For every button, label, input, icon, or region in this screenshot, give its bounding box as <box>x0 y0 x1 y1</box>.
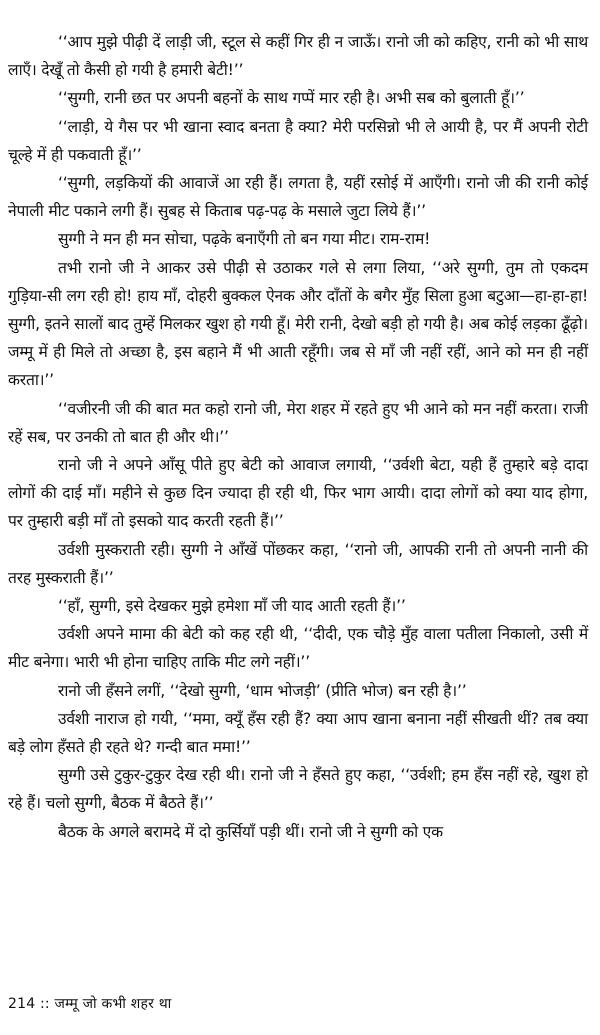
paragraph: ‘‘आप मुझे पीढ़ी दें लाड़ी जी, स्टूल से कहीं गिर ही न जाऊँ। रानो जी को कहिए, रानी को भी साथ लाएँ। देखूँ तो कैसी हो गयी है हमारी बेटी!’’ <box>8 33 588 80</box>
page-footer: 214 :: जम्मू जो कभी शहर था <box>8 996 172 1012</box>
paragraph: उर्वशी नाराज हो गयी, ‘‘ममा, क्यूँ हँस रही हैं? क्या आप खाना बनाना नहीं सीखती थीं? तब क्या बड़े लोग हँसते ही रहते थे? गन्दी बात ममा!’’ <box>8 709 588 757</box>
paragraph: ‘‘हाँ, सुग्गी, इसे देखकर मुझे हमेशा माँ जी याद आती रहती हैं।’’ <box>58 597 406 616</box>
body-text <box>8 28 588 846</box>
paragraph: रानो जी ने अपने आँसू पीते हुए बेटी को आवाज लगायी, ‘‘उर्वशी बेटा, यही हैं तुम्हारे बड़े दादा लोगों की दाई माँ। महीने से कुछ दिन ज्यादा ही रही थी, फिर भाग आयी। दादा लोगों को क्या याद होगा, पर तुम्हारी बड़ी माँ तो इसको याद करती रहती हैं।’’ <box>8 456 588 531</box>
paragraph: उर्वशी अपने मामा की बेटी को कह रही थी, ‘‘दीदी, एक चौड़े मुँह वाला पतीला निकालो, उसी में मीट बनेगा। भारी भी होना चाहिए ताकि मीट लगे नहीं।’’ <box>8 625 588 672</box>
paragraph: ‘‘लाड़ी, ये गैस पर भी खाना स्वाद बनता है क्या? मेरी परसिन्नो भी ले आयी है, पर मैं अपनी रोटी चूल्हे में ही पकवाती हूँ।’’ <box>8 117 588 164</box>
paragraph: बैठक के अगले बरामदे में दो कुर्सियाँ पड़ी थीं। रानो जी ने सुग्गी को एक <box>58 822 443 841</box>
paragraph: सुग्गी उसे टुकुर-टुकुर देख रही थी। रानो जी ने हँसते हुए कहा, ‘‘उर्वशी; हम हँस नहीं रहे, खुश हो रहे हैं। चलो सुग्गी, बैठक में बैठते हैं।’’ <box>8 766 588 813</box>
paragraph: ‘‘वजीरनी जी की बात मत कहो रानो जी, मेरा शहर में रहते हुए भी आने को मन नहीं करता। राजी रहें सब, पर उनकी तो बात ही और थी।’’ <box>8 399 588 446</box>
paragraph: ‘‘सुग्गी, लड़कियों की आवाजें आ रही हैं। लगता है, यहीं रसोई में आएँगी। रानो जी की रानी कोई नेपाली मीट पकाने लगी हैं। सुबह से किताब पढ़-पढ़ के मसाले जुटा लिये हैं।’’ <box>8 174 588 221</box>
paragraph: ‘‘सुग्गी, रानी छत पर अपनी बहनों के साथ गप्पें मार रही है। अभी सब को बुलाती हूँ।’’ <box>58 89 525 108</box>
paragraph: उर्वशी मुस्कराती रही। सुग्गी ने आँखें पोंछकर कहा, ‘‘रानो जी, आपकी रानी तो अपनी नानी की तरह मुस्कराती हैं।’’ <box>8 540 588 587</box>
paragraph: सुग्गी ने मन ही मन सोचा, पढ़के बनाएँगी तो बन गया मीट। राम-राम! <box>58 230 431 249</box>
paragraph: तभी रानो जी ने आकर उसे पीढ़ी से उठाकर गले से लगा लिया, ‘‘अरे सुग्गी, तुम तो एकदम गुड़िया-सी लग रही हो! हाय माँ, दोहरी बुक्कल ऐनक और दाँतों के बगैर मुँह सिला हुआ बटुआ—हा-हा-हा! सुग्गी, इतने सालों बाद तुम्हें मिलकर खुश हो गयी हूँ। मेरी रानी, देखो बड़ी हो गयी है। अब कोई लड़का ढूँढ़ो। जम्मू में ही मिले तो अच्छा है, इस बहाने मैं भी आती रहूँगी। जब से माँ जी नहीं रहीं, आने को मन ही नहीं करता।’’ <box>8 258 588 390</box>
paragraph: रानो जी हँसने लगीं, ‘‘देखो सुग्गी, ‘धाम भोजड़ी’ (प्रीति भोज) बन रही है।’’ <box>58 681 467 700</box>
